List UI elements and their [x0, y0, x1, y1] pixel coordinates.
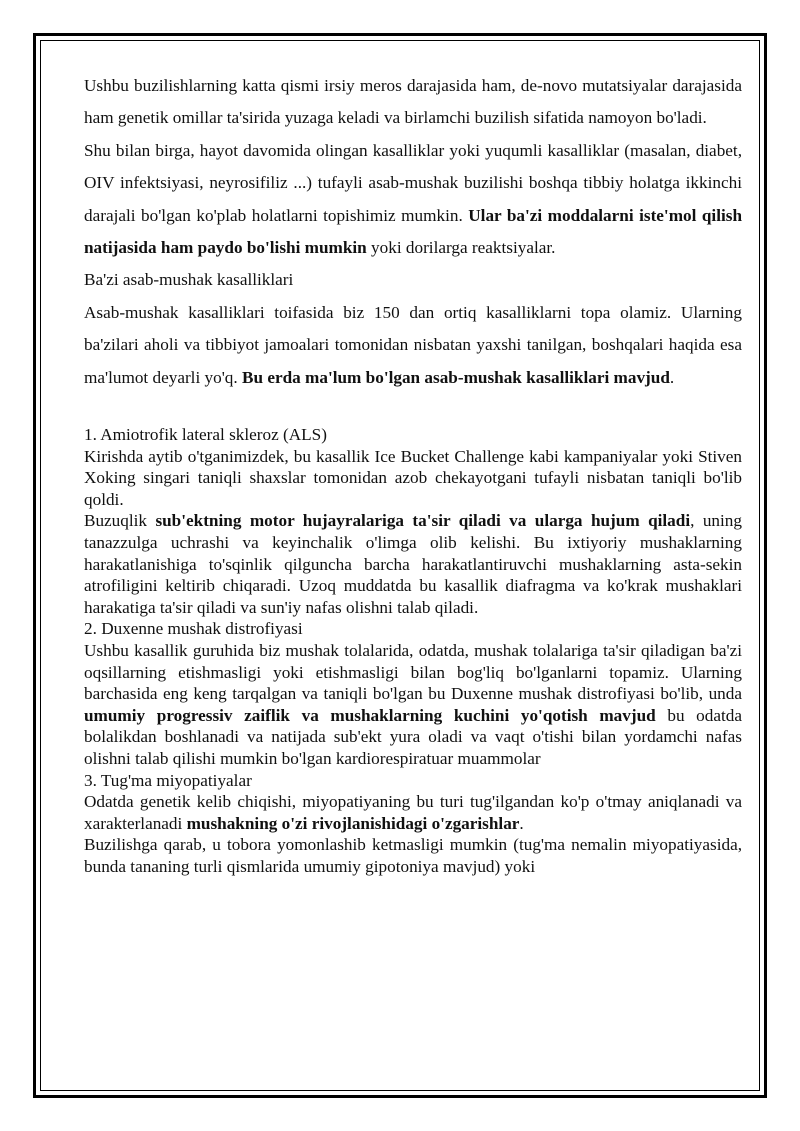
intro-block — [84, 70, 742, 394]
text-span: Shu bilan birga, hayot davomida olingan kasalliklar yoki yuqumli kasalliklar (masalan, diabet, OIV infektsiyasi, neyrosifiliz ...) tufayli asab-mushak buzilishi boshqa tibbiy holatga ikkinchi darajali bo'lgan ko'plab holatlarni topishimiz mumkin. — [84, 140, 742, 225]
paragraph — [84, 135, 742, 265]
disease-heading: 3. Tug'ma miyopatiyalar — [84, 770, 252, 790]
paragraph — [84, 640, 742, 770]
paragraph — [84, 297, 742, 394]
text-span: . — [519, 813, 524, 833]
bold-phrase: Ular ba'zi moddalarni iste'mol qilish natijasida ham paydo bo'lishi mumkin — [84, 205, 743, 258]
text-span: bu odatda bolalikdan boshlanadi va natijada sub'ekt yura oladi va vaqt o'tishi bilan yordamchi nafas olishni talab qilishi mumkin bo'lgan kardiorespiratuar muammolar — [84, 705, 742, 768]
paragraph: Ushbu buzilishlarning katta qismi irsiy meros darajasida ham, de-novo mutatsiyalar darajasida ham genetik omillar ta'sirida yuzaga keladi va birlamchi buzilish sifatida namoyon bo'ladi. — [84, 76, 742, 128]
text-span: yoki dorilarga reaktsiyalar. — [366, 238, 556, 258]
text-span: Odatda genetik kelib chiqishi, miyopatiyaning bu turi tug'ilgandan ko'p o'tmay aniqlanadi va xarakterlanadi — [84, 792, 742, 833]
bold-phrase: sub'ektning motor hujayralariga ta'sir qiladi va ularga hujum qiladi — [155, 511, 691, 531]
bold-phrase: mushakning o'zi rivojlanishidagi o'zgarishlar — [186, 813, 520, 833]
paragraph: Kirishda aytib o'tganimizdek, bu kasallik Ice Bucket Challenge kabi kampaniyalar yoki Stiven Xoking singari taniqli shaxslar tomonidan azob chekayotgani tufayli nisbatan taniqli bo'lib qoldi. — [84, 446, 742, 509]
paragraph: Buzilishga qarab, u tobora yomonlashib ketmasligi mumkin (tug'ma nemalin miyopatiyasida, bunda tananing turli qismlarida umumiy gipotoniya mavjud) yoki — [84, 835, 742, 876]
paragraph — [84, 510, 742, 618]
text-span: , uning tanazzulga uchrashi va keyinchalik o'limga olib kelishi. Bu ixtiyoriy mushaklarning harakatlanishiga to'sqinlik qilguncha barcha harakatlantiruvchi mushaklarning asta-sekin atrofiligini keltirib chiqaradi. Uzoq muddatda bu kasallik diafragma va ko'krak mushaklari harakatiga ta'sir qiladi va sun'iy nafas olishni talab qiladi. — [84, 511, 742, 617]
section-heading: Ba'zi asab-mushak kasalliklari — [84, 270, 294, 290]
document-body — [84, 70, 742, 878]
paragraph — [84, 791, 742, 834]
diseases-block — [84, 424, 742, 877]
text-span: Buzuqlik — [84, 511, 156, 531]
text-span: Ushbu kasallik guruhida biz mushak tolalarida, odatda, mushak tolalariga ta'sir qiladigan ba'zi oqsillarning etishmasligi yoki etishmasligi bilan bog'liq bo'lganlarni topamiz. Ularning barchasida eng keng tarqalgan va taniqli bo'lgan bu Duxenne mushak distrofiyasi bo'lib, unda — [84, 641, 742, 704]
bold-phrase: Bu erda ma'lum bo'lgan asab-mushak kasalliklari mavjud — [242, 367, 670, 387]
text-span: Asab-mushak kasalliklari toifasida biz 150 dan ortiq kasalliklarni topa olamiz. Ularning ba'zilari aholi va tibbiyot jamoalari tomonidan nisbatan yaxshi tanilgan, boshqalari haqida esa ma'lumot deyarli yo'q. — [84, 302, 742, 387]
bold-phrase: umumiy progressiv zaiflik va mushaklarning kuchini yo'qotish mavjud — [84, 705, 656, 725]
disease-heading: 2. Duxenne mushak distrofiyasi — [84, 619, 303, 639]
text-span: . — [669, 367, 675, 387]
disease-heading: 1. Amiotrofik lateral skleroz (ALS) — [84, 425, 327, 445]
